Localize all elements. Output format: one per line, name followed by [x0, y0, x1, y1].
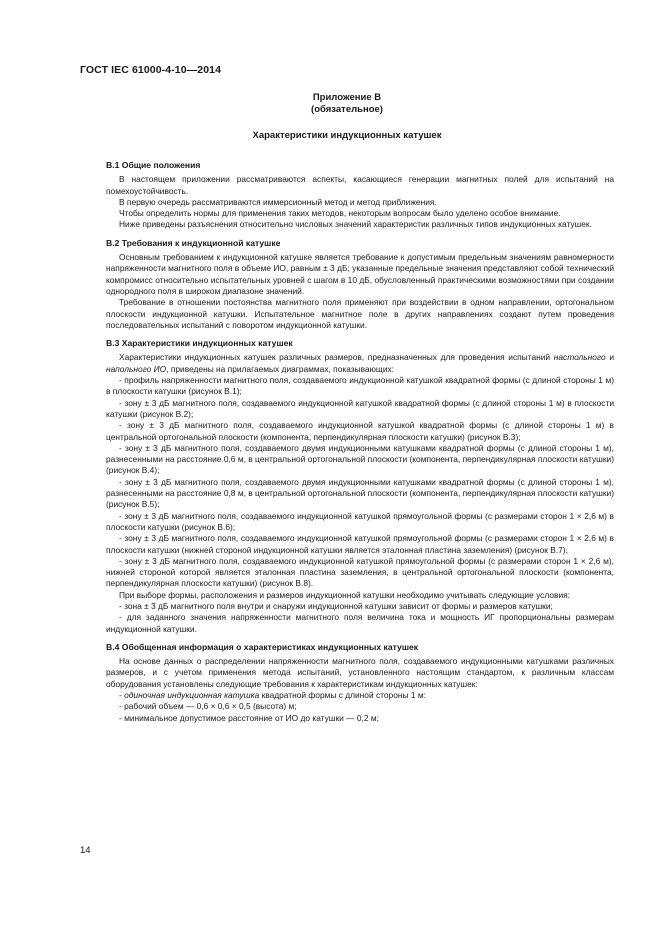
- annex-title: Характеристики индукционных катушек: [252, 130, 442, 141]
- paragraph: В настоящем приложении рассматриваются аспекты, касающиеся генерации магнитных полей для испытаний на помехоустойчивость.: [106, 174, 614, 196]
- document-body: [106, 156, 614, 724]
- paragraph: Чтобы определить нормы для применения таких методов, некоторым вопросам было уделено особое внимание.: [119, 208, 561, 219]
- text-run: квадратной формы с длиной стороны 1 м:: [259, 690, 426, 701]
- paragraph: Основным требованием к индукционной катушке является требование к допустимым предельным значениям равномерности напряженности магнитного поля в объеме ИО, равным ± 3 дБ; указанные предельные значения представляют собой технический компромисс относительно испытательных уровней с шагом в 10 дБ, обусловленный практическими возможностями при создании однородного поля в широком диапазоне значений.: [106, 252, 614, 296]
- list-item: - для заданного значения напряженности магнитного поля величина тока и мощность ИГ пропорциональны размерам индукционной катушки.: [106, 612, 614, 634]
- paragraph: На основе данных о распределении напряженности магнитного поля, создаваемого индукционными катушками различных размеров, и с учетом применения метода испытаний, установленного настоящим стандартом, к различным классам оборудования установлены следующие требования к характеристикам индукционных катушек:: [106, 656, 614, 689]
- list-item: [106, 690, 614, 701]
- standard-designation: ГОСТ IEC 61000-4-10—2014: [80, 64, 222, 76]
- section-heading-b4: В.4 Обобщенная информация о характеристиках индукционных катушек: [106, 641, 419, 652]
- page-number: 14: [80, 845, 91, 856]
- list-item: - зону ± 3 дБ магнитного поля, создаваемого индукционной катушкой квадратной формы (с длиной стороны 1 м) в плоскости катушки (рисунок В.2);: [106, 397, 614, 419]
- italic-term: одиночная индукционная катушка: [124, 690, 260, 701]
- list-item: - зону ± 3 дБ магнитного поля, создаваемого индукционной катушкой прямоугольной формы (с размерами сторон 1 × 2,6 м) в плоскости катушки (нижней стороной индукционной катушки является эталонная пластина заземления) (рисунок В.7);: [106, 533, 614, 555]
- sub-list-item: - рабочий объем — 0,6 × 0,6 × 0,5 (высота) м;: [119, 701, 297, 712]
- annex-status: (обязательное): [311, 104, 383, 115]
- annex-heading: [80, 92, 614, 116]
- paragraph: Ниже приведены разъяснения относительно числовых значений характеристик различных типов индукционных катушек.: [119, 219, 592, 230]
- list-item: - зону ± 3 дБ магнитного поля, создаваемого индукционной катушкой прямоугольной формы (с размерами сторон 1 × 2,6 м) в плоскости катушки (рисунок В.6);: [106, 510, 614, 532]
- list-item: - зону ± 3 дБ магнитного поля, создаваемого двумя индукционными катушками квадратной формы (с длиной стороны 1 м), разнесенными на расстояние 0,6 м, в центральной ортогональной плоскости (компонента, перпендикулярная плоскости катушки) (рисунок В.4);: [106, 442, 614, 476]
- italic-term: настольного: [553, 352, 606, 363]
- list-item: - профиль напряженности магнитного поля, создаваемого индукционной катушкой квадратной формы (с длиной стороны 1 м) в плоскости катушки (рисунок В.1);: [106, 375, 614, 397]
- italic-term: напольного ИО: [106, 363, 167, 374]
- paragraph: При выборе формы, расположения и размеров индукционной катушки необходимо учитывать следующие условия:: [119, 589, 570, 600]
- section-heading-b2: В.2 Требования к индукционной катушке: [106, 237, 281, 248]
- text-run: Характеристики индукционных катушек различных размеров, предназначенных для проведения испытаний: [119, 352, 554, 363]
- text-run: и: [605, 352, 614, 363]
- paragraph: [106, 352, 614, 375]
- text-run: -: [119, 690, 125, 701]
- section-heading-b3: В.3 Характеристики индукционных катушек: [106, 338, 293, 349]
- list-item: - зону ± 3 дБ магнитного поля, создаваемого двумя индукционными катушками квадратной формы (с длиной стороны 1 м), разнесенными на расстояние 0,8 м, в центральной ортогональной плоскости (компонента, перпендикулярная плоскости катушки) (рисунок В.5);: [106, 476, 614, 510]
- annex-label: Приложение В: [312, 92, 382, 103]
- list-item: - зону ± 3 дБ магнитного поля, создаваемого индукционной катушкой квадратной формы (с длиной стороны 1 м) в центральной ортогональной плоскости (компонента, перпендикулярная плоскости катушки) (рисунок В.3);: [106, 420, 614, 442]
- paragraph: В первую очередь рассматриваются иммерсионный метод и метод приближения.: [119, 196, 437, 207]
- section-heading-b1: В.1 Общие положения: [106, 160, 201, 170]
- sub-list-item: - минимальное допустимое расстояние от ИО до катушки — 0,2 м;: [119, 712, 379, 723]
- list-item: - зону ± 3 дБ магнитного поля, создаваемого индукционной катушкой прямоугольной формы (с размерами сторон 1 × 2,6 м), нижней стороной которой является эталонная пластина заземления, в центральной ортогональной плоскости (компонента, перпендикулярная плоскости катушки) (рисунок В.8).: [106, 555, 614, 589]
- paragraph: Требование в отношении постоянства магнитного поля применяют при воздействии в одном направлении, ортогональном плоскости индукционной катушки. Испытательное магнитное поле в других направлениях создают путем проведения последовательных испытаний с поворотом индукционной катушки.: [106, 297, 614, 330]
- text-run: , приведены на прилагаемых диаграммах, показывающих:: [166, 363, 395, 374]
- list-item: - зона ± 3 дБ магнитного поля внутри и снаружи индукционной катушки зависит от формы и размеров катушки;: [119, 600, 553, 611]
